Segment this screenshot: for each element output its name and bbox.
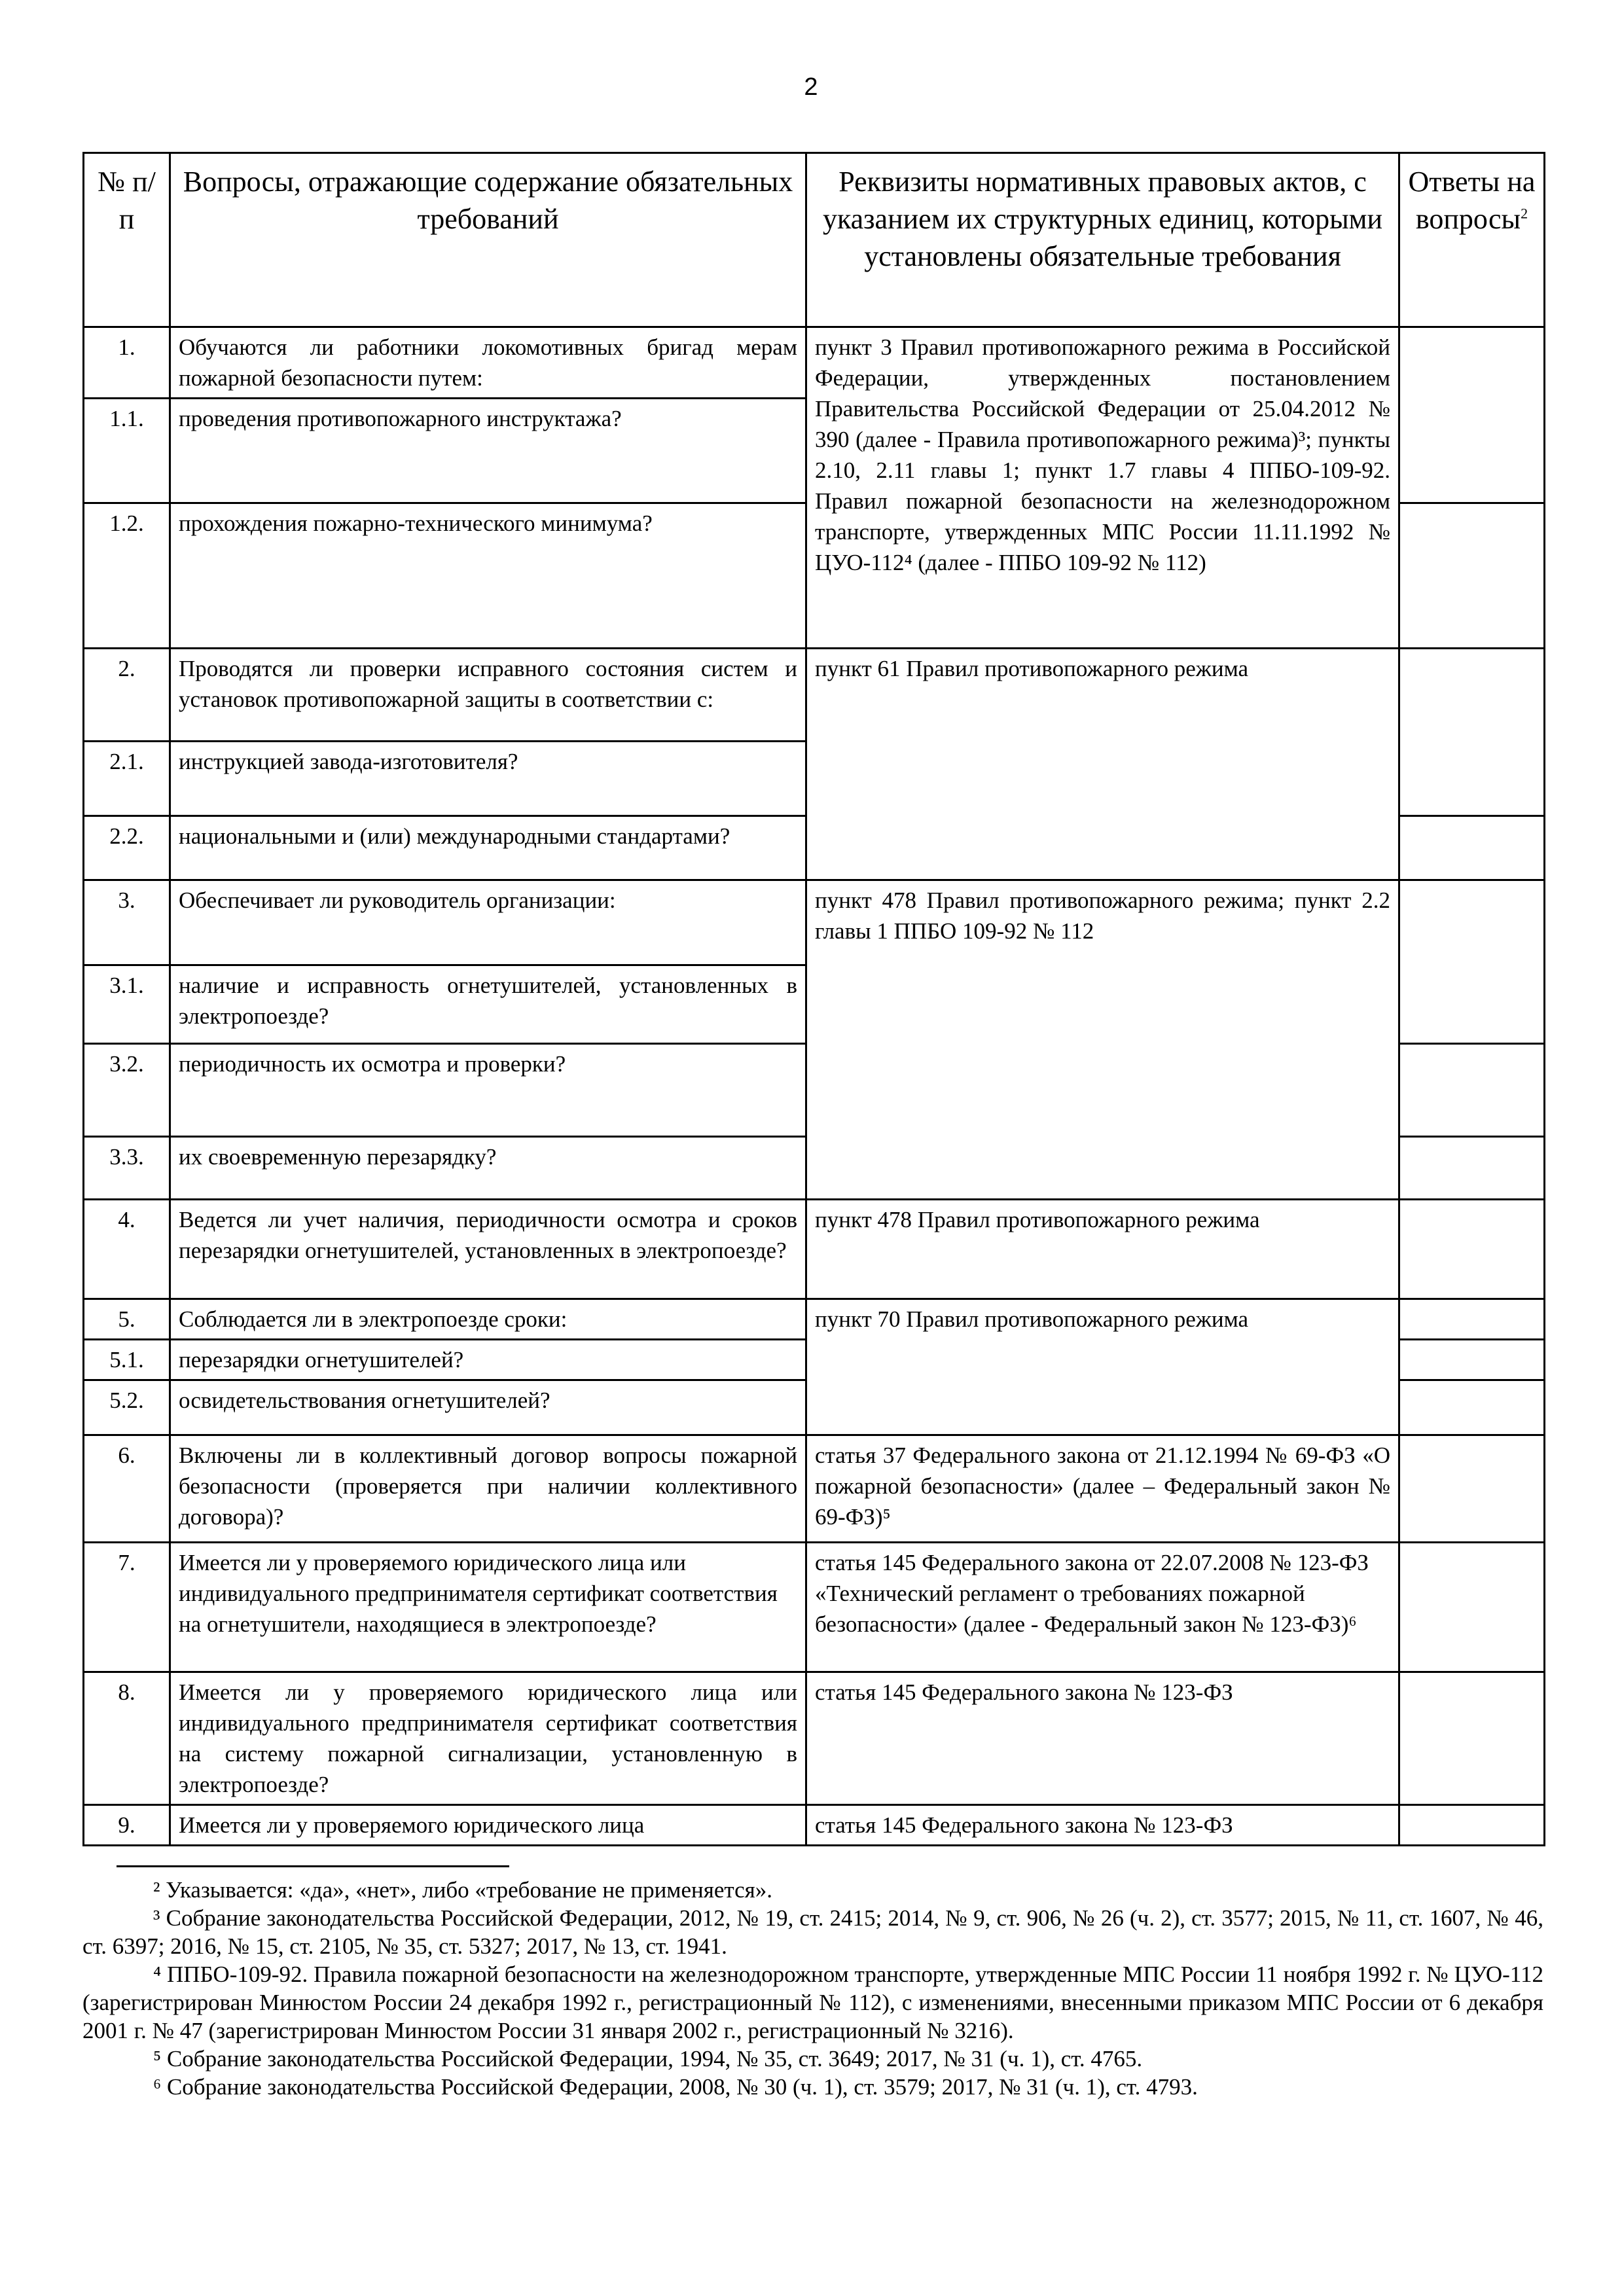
row-question: периодичность их осмотра и проверки? [170,1044,806,1137]
row-question: Имеется ли у проверяемого юридического лица [170,1805,806,1846]
row-number: 3. [84,880,170,965]
header-num: № п/п [84,153,170,327]
row-number: 3.1. [84,965,170,1044]
row-question: проведения противопожарного инструктажа? [170,399,806,503]
row-source: статья 145 Федерального закона № 123-ФЗ [806,1805,1399,1846]
row-source: пункт 478 Правил противопожарного режима [806,1200,1399,1299]
row-question: Имеется ли у проверяемого юридического лица или индивидуального предпринимателя сертификат соответствия на систему пожарной сигнализации, установленную в электропоезде? [170,1672,806,1805]
header-source: Реквизиты нормативных правовых актов, с указанием их структурных единиц, которыми установлены обязательные требования [806,153,1399,327]
answer-cell[interactable] [1399,649,1545,816]
footnotes [82,1876,1543,2101]
row-number: 8. [84,1672,170,1805]
answer-cell[interactable] [1399,1200,1545,1299]
table-row [84,880,1545,965]
row-question: Имеется ли у проверяемого юридического лица или индивидуального предпринимателя сертификат соответствия на огнетушители, находящиеся в электропоезде? [170,1543,806,1672]
table-row [84,1200,1545,1299]
row-question: перезарядки огнетушителей? [170,1340,806,1380]
answer-cell[interactable] [1399,1299,1545,1340]
table-row [84,1672,1545,1805]
row-number: 7. [84,1543,170,1672]
page-number: 2 [804,73,818,101]
table-row [84,1543,1545,1672]
row-question: Ведется ли учет наличия, периодичности осмотра и сроков перезарядки огнетушителей, установленных в электропоезде? [170,1200,806,1299]
table-row [84,649,1545,742]
row-question: их своевременную перезарядку? [170,1137,806,1200]
row-source: статья 37 Федерального закона от 21.12.1994 № 69-ФЗ «О пожарной безопасности» (далее – Федеральный закон № 69-ФЗ)⁵ [806,1435,1399,1543]
answer-cell[interactable] [1399,1137,1545,1200]
row-number: 4. [84,1200,170,1299]
row-number: 1.2. [84,503,170,649]
row-source: статья 145 Федерального закона № 123-ФЗ [806,1672,1399,1805]
row-number: 1.1. [84,399,170,503]
row-number: 9. [84,1805,170,1846]
answer-cell[interactable] [1399,327,1545,503]
row-question: Включены ли в коллективный договор вопросы пожарной безопасности (проверяется при наличии коллективного договора)? [170,1435,806,1543]
row-number: 2.2. [84,816,170,880]
answer-cell[interactable] [1399,1672,1545,1805]
row-question: инструкцией завода-изготовителя? [170,742,806,816]
answer-cell[interactable] [1399,503,1545,649]
row-number: 6. [84,1435,170,1543]
answer-cell[interactable] [1399,816,1545,880]
row-number: 2.1. [84,742,170,816]
requirements-table [82,152,1545,1846]
answer-cell[interactable] [1399,1543,1545,1672]
header-answers [1399,153,1545,327]
header-answers-footnote-mark: 2 [1521,205,1528,222]
table-row [84,1435,1545,1543]
row-question: Обучаются ли работники локомотивных бригад мерам пожарной безопасности путем: [170,327,806,399]
row-number: 5. [84,1299,170,1340]
answer-cell[interactable] [1399,1805,1545,1846]
footnote-separator [117,1865,509,1867]
footnote-3: ³ Собрание законодательства Российской Федерации, 2012, № 19, ст. 2415; 2014, № 9, ст. 906, № 26 (ч. 2), ст. 3577; 2015, № 11, ст. 1607, № 46, ст. 6397; 2016, № 15, ст. 2105, № 35, ст. 5327; 2017, № 13, ст. 1941. [82,1905,1543,1959]
table-header-row [84,153,1545,327]
row-number: 3.2. [84,1044,170,1137]
row-question: национальными и (или) международными стандартами? [170,816,806,880]
row-source: пункт 3 Правил противопожарного режима в Российской Федерации, утвержденных постановлением Правительства Российской Федерации от 25.04.2012 № 390 (далее - Правила противопожарного режима)³; пункты 2.10, 2.11 главы 1; пункт 1.7 главы 4 ППБО-109-92. Правил пожарной безопасности на железнодорожном транспорте, утвержденных МПС России 11.11.1992 № ЦУО-112⁴ (далее - ППБО 109-92 № 112) [806,327,1399,649]
row-number: 3.3. [84,1137,170,1200]
footnote-6: ⁶ Собрание законодательства Российской Федерации, 2008, № 30 (ч. 1), ст. 3579; 2017, № 31 (ч. 1), ст. 4793. [153,2074,1198,2100]
row-source: пункт 478 Правил противопожарного режима; пункт 2.2 главы 1 ППБО 109-92 № 112 [806,880,1399,1200]
footnote-4: ⁴ ППБО-109-92. Правила пожарной безопасности на железнодорожном транспорте, утвержденные МПС России 11 ноября 1992 г. № ЦУО-112 (зарегистрирован Минюстом России 24 декабря 1992 г., регистрационный № 112), с изменениями, внесенными приказом МПС России от 6 декабря 2001 г. № 47 (зарегистрирован Минюстом России 31 января 2002 г., регистрационный № 3216). [82,1962,1543,2043]
table-row [84,1299,1545,1340]
answer-cell[interactable] [1399,1380,1545,1435]
row-number: 5.2. [84,1380,170,1435]
answer-cell[interactable] [1399,880,1545,1044]
row-number: 2. [84,649,170,742]
header-question: Вопросы, отражающие содержание обязательных требований [170,153,806,327]
header-answers-text: Ответы на вопросы [1408,166,1536,235]
footnote-5: ⁵ Собрание законодательства Российской Федерации, 1994, № 35, ст. 3649; 2017, № 31 (ч. 1), ст. 4765. [153,2046,1143,2072]
answer-cell[interactable] [1399,1044,1545,1137]
row-source: пункт 61 Правил противопожарного режима [806,649,1399,880]
row-question: наличие и исправность огнетушителей, установленных в электропоезде? [170,965,806,1044]
row-question: Проводятся ли проверки исправного состояния систем и установок противопожарной защиты в соответствии с: [170,649,806,742]
answer-cell[interactable] [1399,1435,1545,1543]
table-row [84,327,1545,399]
row-question: освидетельствования огнетушителей? [170,1380,806,1435]
row-source: пункт 70 Правил противопожарного режима [806,1299,1399,1435]
row-question: Соблюдается ли в электропоезде сроки: [170,1299,806,1340]
row-source: статья 145 Федерального закона от 22.07.2008 № 123-ФЗ «Технический регламент о требованиях пожарной безопасности» (далее - Федеральный закон № 123-ФЗ)⁶ [806,1543,1399,1672]
row-question: Обеспечивает ли руководитель организации: [170,880,806,965]
answer-cell[interactable] [1399,1340,1545,1380]
footnote-2: ² Указывается: «да», «нет», либо «требование не применяется». [153,1877,772,1903]
row-number: 5.1. [84,1340,170,1380]
row-question: прохождения пожарно-технического минимума? [170,503,806,649]
table-row [84,1805,1545,1846]
row-number: 1. [84,327,170,399]
